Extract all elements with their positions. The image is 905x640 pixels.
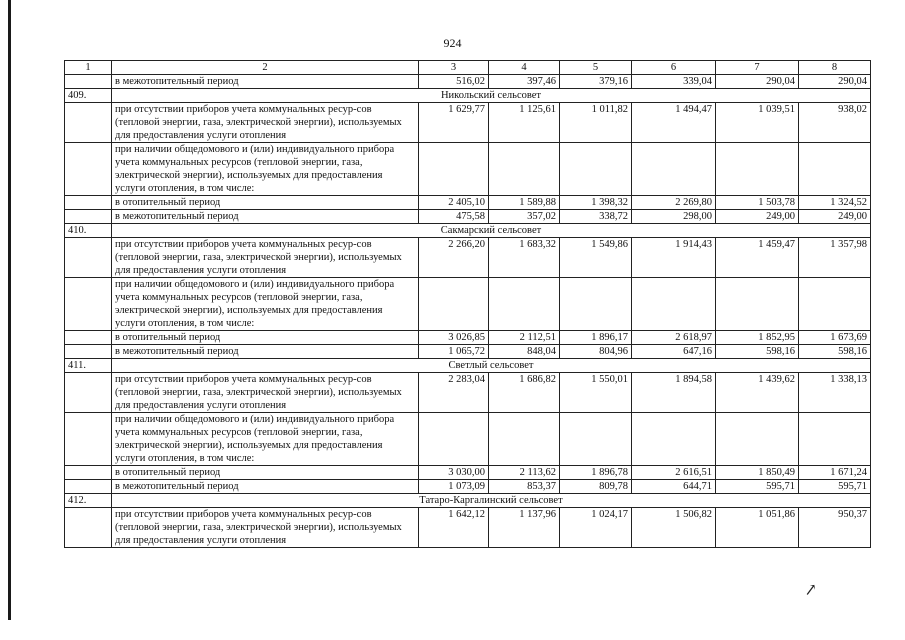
column-number-cell: 8 <box>799 61 871 75</box>
value-cell: 1 137,96 <box>489 508 560 548</box>
empty-cell <box>799 413 871 466</box>
value-cell: 2 112,51 <box>489 331 560 345</box>
section-name: Никольский сельсовет <box>112 89 871 103</box>
section-header-row <box>65 494 871 508</box>
description-cell: при отсутствии приборов учета коммунальных ресур-сов (тепловой энергии, газа, электрической энергии), используемых для предоставления услуги отопления <box>112 238 419 278</box>
number-cell <box>65 75 112 89</box>
empty-cell <box>799 278 871 331</box>
description-cell: в межотопительный период <box>112 75 419 89</box>
description-cell: при наличии общедомового и (или) индивидуального прибора учета коммунальных ресурсов (тепловой энергии, газа, электрической энергии), используемых для предоставления услуги отопления, в том числе: <box>112 143 419 196</box>
value-cell: 290,04 <box>799 75 871 89</box>
value-cell: 598,16 <box>716 345 799 359</box>
value-cell: 516,02 <box>419 75 489 89</box>
description-cell: в межотопительный период <box>112 345 419 359</box>
column-number-cell: 3 <box>419 61 489 75</box>
value-cell: 1 324,52 <box>799 196 871 210</box>
section-number: 412. <box>65 494 112 508</box>
value-cell: 2 113,62 <box>489 466 560 480</box>
value-cell: 1 125,61 <box>489 103 560 143</box>
table-row <box>65 345 871 359</box>
value-cell: 290,04 <box>716 75 799 89</box>
value-cell: 598,16 <box>799 345 871 359</box>
value-cell: 1 051,86 <box>716 508 799 548</box>
value-cell: 938,02 <box>799 103 871 143</box>
value-cell: 397,46 <box>489 75 560 89</box>
table-row <box>65 413 871 466</box>
empty-cell <box>419 413 489 466</box>
column-number-cell: 7 <box>716 61 799 75</box>
column-number-cell: 4 <box>489 61 560 75</box>
section-header-row <box>65 89 871 103</box>
table-row <box>65 466 871 480</box>
number-cell <box>65 210 112 224</box>
value-cell: 1 494,47 <box>632 103 716 143</box>
value-cell: 1 073,09 <box>419 480 489 494</box>
section-name: Светлый сельсовет <box>112 359 871 373</box>
column-number-row <box>65 61 871 75</box>
empty-cell <box>716 413 799 466</box>
table-row <box>65 508 871 548</box>
description-cell: в отопительный период <box>112 196 419 210</box>
table-row <box>65 373 871 413</box>
value-cell: 1 550,01 <box>560 373 632 413</box>
value-cell: 1 894,58 <box>632 373 716 413</box>
value-cell: 1 011,82 <box>560 103 632 143</box>
value-cell: 1 642,12 <box>419 508 489 548</box>
value-cell: 3 030,00 <box>419 466 489 480</box>
value-cell: 595,71 <box>716 480 799 494</box>
number-cell <box>65 480 112 494</box>
handwritten-mark: ↗ <box>802 581 819 600</box>
number-cell <box>65 331 112 345</box>
empty-cell <box>560 143 632 196</box>
value-cell: 1 357,98 <box>799 238 871 278</box>
description-cell: в отопительный период <box>112 466 419 480</box>
empty-cell <box>560 413 632 466</box>
value-cell: 1 686,82 <box>489 373 560 413</box>
section-header-row <box>65 359 871 373</box>
value-cell: 950,37 <box>799 508 871 548</box>
value-cell: 357,02 <box>489 210 560 224</box>
value-cell: 1 065,72 <box>419 345 489 359</box>
number-cell <box>65 373 112 413</box>
description-cell: при отсутствии приборов учета коммунальных ресур-сов (тепловой энергии, газа, электрической энергии), используемых для предоставления услуги отопления <box>112 103 419 143</box>
table-row <box>65 143 871 196</box>
value-cell: 1 506,82 <box>632 508 716 548</box>
value-cell: 1 024,17 <box>560 508 632 548</box>
number-cell <box>65 238 112 278</box>
empty-cell <box>632 143 716 196</box>
column-number-cell: 6 <box>632 61 716 75</box>
value-cell: 1 629,77 <box>419 103 489 143</box>
left-margin-bar <box>8 0 11 620</box>
value-cell: 339,04 <box>632 75 716 89</box>
table-row <box>65 75 871 89</box>
empty-cell <box>489 413 560 466</box>
value-cell: 338,72 <box>560 210 632 224</box>
section-name: Сакмарский сельсовет <box>112 224 871 238</box>
value-cell: 1 671,24 <box>799 466 871 480</box>
table-row <box>65 480 871 494</box>
section-name: Татаро-Каргалинский сельсовет <box>112 494 871 508</box>
value-cell: 1 683,32 <box>489 238 560 278</box>
number-cell <box>65 103 112 143</box>
description-cell: при наличии общедомового и (или) индивидуального прибора учета коммунальных ресурсов (тепловой энергии, газа, электрической энергии), используемых для предоставления услуги отопления, в том числе: <box>112 278 419 331</box>
section-header-row <box>65 224 871 238</box>
section-number: 411. <box>65 359 112 373</box>
value-cell: 595,71 <box>799 480 871 494</box>
value-cell: 848,04 <box>489 345 560 359</box>
column-number-cell: 1 <box>65 61 112 75</box>
value-cell: 853,37 <box>489 480 560 494</box>
value-cell: 1 398,32 <box>560 196 632 210</box>
value-cell: 1 896,78 <box>560 466 632 480</box>
number-cell <box>65 345 112 359</box>
number-cell <box>65 278 112 331</box>
value-cell: 1 896,17 <box>560 331 632 345</box>
table-row <box>65 238 871 278</box>
value-cell: 2 266,20 <box>419 238 489 278</box>
value-cell: 1 338,13 <box>799 373 871 413</box>
column-number-cell: 2 <box>112 61 419 75</box>
description-cell: при отсутствии приборов учета коммунальных ресур-сов (тепловой энергии, газа, электрической энергии), используемых для предоставления услуги отопления <box>112 373 419 413</box>
value-cell: 475,58 <box>419 210 489 224</box>
table-row <box>65 278 871 331</box>
section-number: 410. <box>65 224 112 238</box>
empty-cell <box>560 278 632 331</box>
value-cell: 644,71 <box>632 480 716 494</box>
tariff-table <box>64 60 871 548</box>
description-cell: при отсутствии приборов учета коммунальных ресур-сов (тепловой энергии, газа, электрической энергии), используемых для предоставления услуги отопления <box>112 508 419 548</box>
value-cell: 647,16 <box>632 345 716 359</box>
table-row <box>65 196 871 210</box>
description-cell: при наличии общедомового и (или) индивидуального прибора учета коммунальных ресурсов (тепловой энергии, газа, электрической энергии), используемых для предоставления услуги отопления, в том числе: <box>112 413 419 466</box>
empty-cell <box>489 278 560 331</box>
empty-cell <box>799 143 871 196</box>
section-number: 409. <box>65 89 112 103</box>
table-row <box>65 210 871 224</box>
empty-cell <box>419 143 489 196</box>
value-cell: 2 283,04 <box>419 373 489 413</box>
value-cell: 1 673,69 <box>799 331 871 345</box>
empty-cell <box>716 143 799 196</box>
value-cell: 804,96 <box>560 345 632 359</box>
description-cell: в межотопительный период <box>112 210 419 224</box>
number-cell <box>65 143 112 196</box>
value-cell: 249,00 <box>716 210 799 224</box>
value-cell: 2 616,51 <box>632 466 716 480</box>
value-cell: 1 439,62 <box>716 373 799 413</box>
empty-cell <box>489 143 560 196</box>
page-number: 924 <box>443 36 462 50</box>
value-cell: 2 405,10 <box>419 196 489 210</box>
value-cell: 1 850,49 <box>716 466 799 480</box>
value-cell: 1 549,86 <box>560 238 632 278</box>
value-cell: 1 459,47 <box>716 238 799 278</box>
number-cell <box>65 508 112 548</box>
column-number-cell: 5 <box>560 61 632 75</box>
number-cell <box>65 413 112 466</box>
value-cell: 1 503,78 <box>716 196 799 210</box>
empty-cell <box>632 278 716 331</box>
empty-cell <box>419 278 489 331</box>
number-cell <box>65 196 112 210</box>
value-cell: 3 026,85 <box>419 331 489 345</box>
value-cell: 809,78 <box>560 480 632 494</box>
value-cell: 249,00 <box>799 210 871 224</box>
value-cell: 298,00 <box>632 210 716 224</box>
number-cell <box>65 466 112 480</box>
value-cell: 2 618,97 <box>632 331 716 345</box>
value-cell: 1 914,43 <box>632 238 716 278</box>
value-cell: 1 852,95 <box>716 331 799 345</box>
table-row <box>65 331 871 345</box>
value-cell: 379,16 <box>560 75 632 89</box>
description-cell: в межотопительный период <box>112 480 419 494</box>
empty-cell <box>716 278 799 331</box>
value-cell: 1 589,88 <box>489 196 560 210</box>
table-row <box>65 103 871 143</box>
value-cell: 1 039,51 <box>716 103 799 143</box>
value-cell: 2 269,80 <box>632 196 716 210</box>
description-cell: в отопительный период <box>112 331 419 345</box>
empty-cell <box>632 413 716 466</box>
